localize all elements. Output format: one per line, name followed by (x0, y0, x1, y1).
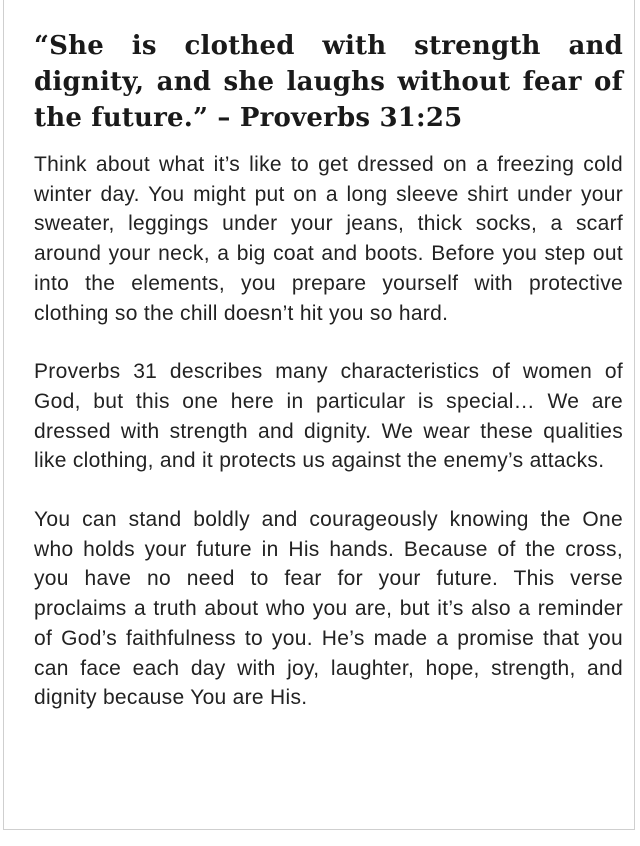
document-frame (3, 0, 635, 830)
document-body (34, 28, 623, 713)
paragraph-1: Think about what it’s like to get dressed on a freezing cold winter day. You might put on a long sleeve shirt under your sweater, leggings under your jeans, thick socks, a scarf around your neck, a big coat and boots. Before you step out into the elements, you prepare yourself with protective clothing so the chill doesn’t hit you so hard. (34, 153, 623, 325)
verse-heading: “She is clothed with strength and dignity, and she laughs without fear of the future.” – Proverbs 31:25 (34, 31, 623, 133)
paragraph-2: Proverbs 31 describes many characteristics of women of God, but this one here in particular is special… We are dressed with strength and dignity. We wear these qualities like clothing, and it protects us against the enemy’s attacks. (34, 360, 623, 473)
paragraph-3: You can stand boldly and courageously knowing the One who holds your future in His hands. Because of the cross, you have no need to fear for your future. This verse proclaims a truth about who you are, but it’s also a reminder of God’s faithfulness to you. He’s made a promise that you can face each day with joy, laughter, hope, strength, and dignity because You are His. (34, 508, 623, 710)
